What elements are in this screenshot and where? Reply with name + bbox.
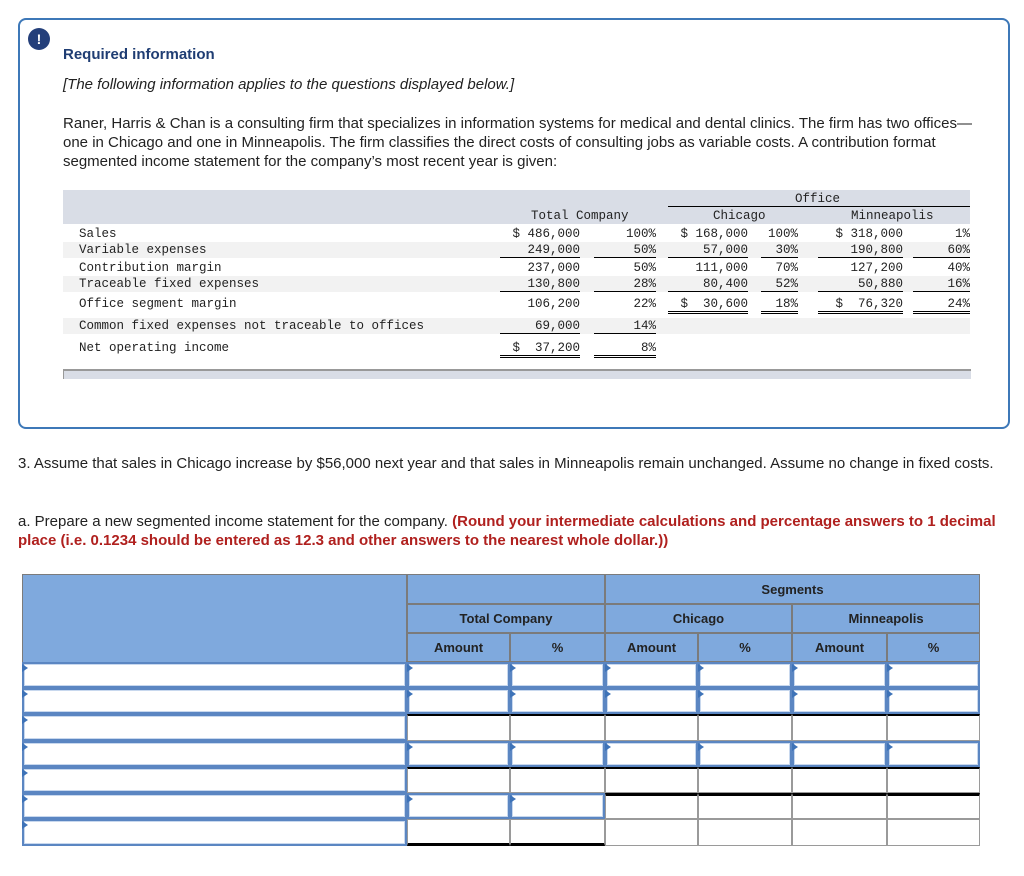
answer-row-3-chicago-percent-cell bbox=[698, 714, 792, 741]
cell-cp: 18% bbox=[761, 297, 798, 314]
col-minneapolis: Minneapolis bbox=[851, 209, 934, 223]
header-minneapolis: Minneapolis bbox=[792, 604, 980, 633]
cell-c: 80,400 bbox=[668, 277, 748, 292]
header-chicago-percent: % bbox=[698, 633, 792, 662]
statement-row bbox=[63, 340, 970, 356]
row-label: Contribution margin bbox=[79, 261, 222, 275]
statement-row bbox=[63, 260, 970, 276]
cell-tp: 22% bbox=[633, 297, 656, 311]
cell-cp: 30% bbox=[761, 243, 798, 258]
row-label: Net operating income bbox=[79, 341, 230, 355]
cell-t: 249,000 bbox=[500, 243, 580, 258]
statement-row bbox=[63, 242, 970, 258]
cell-c: 111,000 bbox=[695, 261, 748, 275]
answer-row-4-label-input[interactable] bbox=[22, 741, 407, 767]
office-header: Office bbox=[795, 192, 841, 206]
answer-row-1-minneapolis-amount-input[interactable] bbox=[792, 662, 887, 688]
answer-row-4-total-amount-input[interactable] bbox=[407, 741, 510, 767]
row-label: Sales bbox=[79, 227, 117, 241]
answer-row-3-label-input[interactable] bbox=[22, 714, 407, 741]
row-label: Traceable fixed expenses bbox=[79, 277, 260, 291]
cell-t: $ 37,200 bbox=[500, 341, 580, 358]
answer-row-1-total-amount-input[interactable] bbox=[407, 662, 510, 688]
header-minneapolis-percent: % bbox=[887, 633, 980, 662]
answer-row-6-label-input[interactable] bbox=[22, 793, 407, 819]
answer-row-6-minneapolis-percent-cell bbox=[887, 793, 980, 819]
answer-row-4-total-percent-input[interactable] bbox=[510, 741, 605, 767]
answer-row-5-total-amount-cell bbox=[407, 767, 510, 793]
part-a bbox=[18, 512, 1013, 550]
answer-row-2-chicago-amount-input[interactable] bbox=[605, 688, 698, 714]
answer-row-4-chicago-amount-input[interactable] bbox=[605, 741, 698, 767]
answer-row-1-total-percent-input[interactable] bbox=[510, 662, 605, 688]
part-a-text: a. Prepare a new segmented income statement for the company. bbox=[18, 513, 448, 530]
cell-tp: 100% bbox=[625, 227, 656, 241]
answer-row-7-chicago-percent-cell bbox=[698, 819, 792, 846]
cell-cp: 100% bbox=[767, 227, 798, 241]
cell-cp: 52% bbox=[761, 277, 798, 292]
answer-row-3-minneapolis-amount-cell bbox=[792, 714, 887, 741]
statement-row bbox=[63, 296, 970, 312]
col-total-company: Total Company bbox=[531, 209, 629, 223]
header-total-percent: % bbox=[510, 633, 605, 662]
header-minneapolis-amount: Amount bbox=[792, 633, 887, 662]
row-label: Variable expenses bbox=[79, 243, 207, 257]
statement-row bbox=[63, 226, 970, 242]
answer-row-3-total-amount-cell bbox=[407, 714, 510, 741]
answer-row-7-minneapolis-percent-cell bbox=[887, 819, 980, 846]
row-label: Office segment margin bbox=[79, 297, 237, 311]
answer-row-7-chicago-amount-cell bbox=[605, 819, 698, 846]
answer-row-1-label-input[interactable] bbox=[22, 662, 407, 688]
cell-c: $ 30,600 bbox=[668, 297, 748, 314]
cell-m: 190,800 bbox=[818, 243, 903, 258]
row-label: Common fixed expenses not traceable to offices bbox=[79, 319, 425, 333]
header-chicago: Chicago bbox=[605, 604, 792, 633]
answer-row-7-total-percent-cell bbox=[510, 819, 605, 846]
answer-row-4-minneapolis-percent-input[interactable] bbox=[887, 741, 980, 767]
answer-row-5-minneapolis-amount-cell bbox=[792, 767, 887, 793]
header-total-amount: Amount bbox=[407, 633, 510, 662]
answer-row-5-label-input[interactable] bbox=[22, 767, 407, 793]
answer-row-7-total-amount-cell bbox=[407, 819, 510, 846]
info-note: [The following information applies to the questions displayed below.] bbox=[63, 76, 515, 93]
alert-icon: ! bbox=[28, 28, 50, 50]
statement-row bbox=[63, 276, 970, 292]
answer-row-5-chicago-amount-cell bbox=[605, 767, 698, 793]
cell-tp: 50% bbox=[594, 243, 656, 258]
header-total-company: Total Company bbox=[407, 604, 605, 633]
answer-row-2-minneapolis-percent-input[interactable] bbox=[887, 688, 980, 714]
header-segments: Segments bbox=[605, 574, 980, 604]
cell-m: $ 76,320 bbox=[818, 297, 903, 314]
answer-row-6-total-percent-input[interactable] bbox=[510, 793, 605, 819]
answer-row-4-chicago-percent-input[interactable] bbox=[698, 741, 792, 767]
header-blank bbox=[22, 574, 407, 662]
cell-tp: 50% bbox=[633, 261, 656, 275]
answer-row-5-chicago-percent-cell bbox=[698, 767, 792, 793]
cell-c: 57,000 bbox=[668, 243, 748, 258]
income-statement bbox=[63, 190, 970, 378]
cell-mp: 1% bbox=[954, 227, 970, 241]
cell-t: 69,000 bbox=[500, 319, 580, 334]
answer-row-7-minneapolis-amount-cell bbox=[792, 819, 887, 846]
cell-t: 130,800 bbox=[500, 277, 580, 292]
answer-row-3-chicago-amount-cell bbox=[605, 714, 698, 741]
answer-row-1-chicago-amount-input[interactable] bbox=[605, 662, 698, 688]
cell-t: 237,000 bbox=[527, 261, 580, 275]
answer-row-2-total-percent-input[interactable] bbox=[510, 688, 605, 714]
answer-row-2-chicago-percent-input[interactable] bbox=[698, 688, 792, 714]
answer-row-2-total-amount-input[interactable] bbox=[407, 688, 510, 714]
cell-c: $ 168,000 bbox=[680, 227, 748, 241]
intro-text: Raner, Harris & Chan is a consulting firm that specializes in information systems for medical and dental clinics. The firm has two offices—one in Chicago and one in Minneapolis. The firm classifies the direct costs of consulting jobs as variable costs. A contribution format segmented income statement for the company’s most recent year is given: bbox=[63, 115, 972, 170]
answer-table bbox=[22, 574, 980, 846]
cell-m: 50,880 bbox=[818, 277, 903, 292]
answer-row-4-minneapolis-amount-input[interactable] bbox=[792, 741, 887, 767]
cell-mp: 60% bbox=[913, 243, 970, 258]
cell-mp: 16% bbox=[913, 277, 970, 292]
cell-m: 127,200 bbox=[850, 261, 903, 275]
question-3: 3. Assume that sales in Chicago increase by $56,000 next year and that sales in Minneapolis remain unchanged. Assume no change in fixed costs. bbox=[18, 455, 994, 472]
answer-row-5-total-percent-cell bbox=[510, 767, 605, 793]
answer-row-5-minneapolis-percent-cell bbox=[887, 767, 980, 793]
cell-tp: 14% bbox=[594, 319, 656, 334]
answer-row-6-chicago-amount-cell bbox=[605, 793, 698, 819]
required-title: Required information bbox=[63, 46, 215, 63]
answer-row-1-chicago-percent-input[interactable] bbox=[698, 662, 792, 688]
answer-row-3-minneapolis-percent-cell bbox=[887, 714, 980, 741]
cell-tp: 28% bbox=[594, 277, 656, 292]
cell-tp: 8% bbox=[594, 341, 656, 358]
col-chicago: Chicago bbox=[713, 209, 766, 223]
cell-mp: 40% bbox=[947, 261, 970, 275]
cell-t: $ 486,000 bbox=[512, 227, 580, 241]
cell-m: $ 318,000 bbox=[835, 227, 903, 241]
answer-row-2-minneapolis-amount-input[interactable] bbox=[792, 688, 887, 714]
statement-row bbox=[63, 318, 970, 334]
answer-row-6-total-amount-input[interactable] bbox=[407, 793, 510, 819]
answer-row-2-label-input[interactable] bbox=[22, 688, 407, 714]
part-a-instructions: (Round your intermediate calculations and percentage answers to 1 decimal place (i.e. 0.1234 should be entered as 12.3 and other answers to the nearest whole dollar.)) bbox=[18, 513, 996, 549]
answer-row-6-chicago-percent-cell bbox=[698, 793, 792, 819]
header-chicago-amount: Amount bbox=[605, 633, 698, 662]
answer-row-7-label-input[interactable] bbox=[22, 819, 407, 846]
cell-cp: 70% bbox=[775, 261, 798, 275]
header-blank-top bbox=[407, 574, 605, 604]
answer-row-1-minneapolis-percent-input[interactable] bbox=[887, 662, 980, 688]
answer-row-3-total-percent-cell bbox=[510, 714, 605, 741]
answer-row-6-minneapolis-amount-cell bbox=[792, 793, 887, 819]
cell-t: 106,200 bbox=[527, 297, 580, 311]
cell-mp: 24% bbox=[913, 297, 970, 314]
